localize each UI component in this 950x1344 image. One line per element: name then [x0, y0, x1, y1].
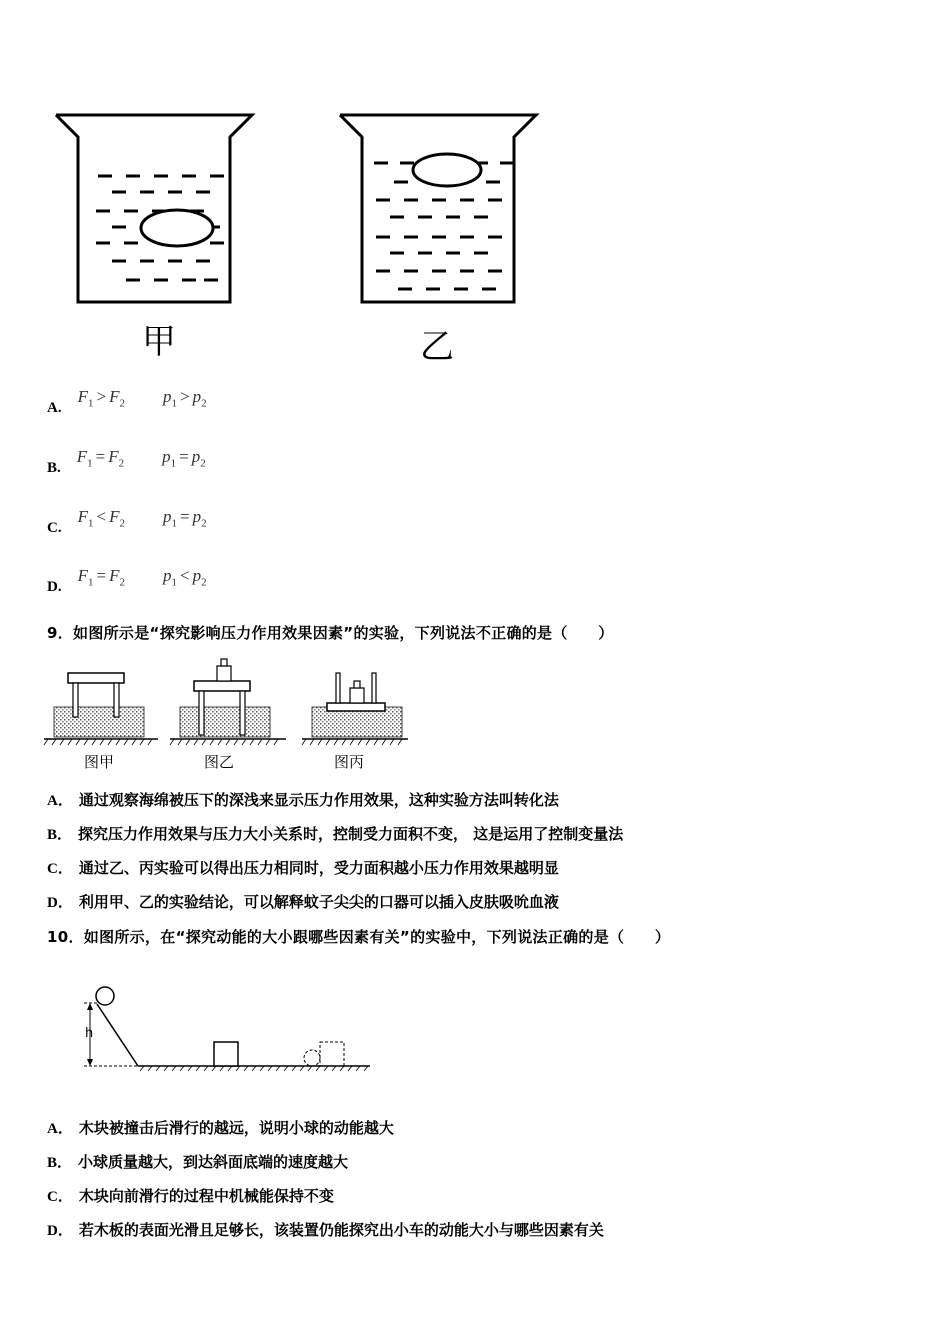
label-tu-jia: 图甲: [84, 753, 115, 771]
option-letter: A.: [47, 400, 62, 416]
option-letter: B.: [47, 460, 61, 476]
q10-option-a[interactable]: [47, 1117, 394, 1138]
option-letter: B．: [47, 827, 73, 843]
q8-option-a[interactable]: [47, 387, 207, 416]
option-text: 通过观察海绵被压下的深浅来显示压力作用效果，这种实验方法叫转化法: [78, 791, 559, 809]
option-letter: C．: [47, 861, 73, 877]
force-relation: $F_1 = F_2$: [77, 566, 125, 589]
force-relation: $F_1 > F_2$: [77, 387, 125, 410]
option-letter: D．: [47, 1223, 73, 1239]
ball: [96, 987, 114, 1005]
q9-option-b[interactable]: [47, 823, 623, 844]
ball-moved: [304, 1050, 320, 1066]
q9-option-a[interactable]: [47, 789, 559, 810]
q9-option-d[interactable]: [47, 891, 559, 912]
q10-option-c[interactable]: [47, 1185, 334, 1206]
option-letter: D.: [47, 579, 62, 595]
option-letter: B．: [47, 1155, 73, 1171]
option-text: 若木板的表面光滑且足够长，该装置仍能探究出小车的动能大小与哪些因素有关: [78, 1221, 604, 1239]
beaker-right: [340, 115, 536, 302]
kinetic-energy-figure: [70, 980, 390, 1080]
ramp: [97, 1004, 138, 1066]
q8-option-d[interactable]: [47, 566, 207, 595]
q10-option-b[interactable]: [47, 1151, 348, 1172]
pressure-relation: $p_1 > p_2$: [162, 387, 207, 410]
option-text: 木块被撞击后滑行的越远，说明小球的动能越大: [78, 1119, 394, 1137]
option-letter: C．: [47, 1189, 73, 1205]
option-text: 利用甲、乙的实验结论，可以解释蚊子尖尖的口器可以插入皮肤吸吮血液: [78, 893, 559, 911]
label-tu-yi: 图乙: [204, 753, 235, 771]
setup-jia: [44, 673, 158, 771]
q10-stem: 10．如图所示，在“探究动能的大小跟哪些因素有关”的实验中，下列说法正确的是（ ）: [47, 928, 671, 946]
force-relation: $F_1 < F_2$: [77, 507, 125, 530]
q10-option-d[interactable]: [47, 1219, 604, 1240]
beaker-figure: [40, 100, 560, 370]
label-yi: 乙: [420, 327, 454, 367]
egg-left: [141, 210, 213, 246]
q9-option-c[interactable]: [47, 857, 559, 878]
q8-option-b[interactable]: [47, 447, 206, 476]
wood-block: [214, 1042, 238, 1066]
force-relation: $F_1 = F_2$: [76, 447, 125, 470]
pressure-relation: $p_1 < p_2$: [162, 566, 207, 589]
q8-option-c[interactable]: [47, 507, 207, 536]
option-text: 探究压力作用效果与压力大小关系时，控制受力面积不变， 这是运用了控制变量法: [78, 825, 624, 843]
option-letter: A．: [47, 793, 73, 809]
option-text: 小球质量越大，到达斜面底端的速度越大: [78, 1153, 349, 1171]
beaker-left: [56, 115, 252, 302]
setup-yi: [170, 659, 286, 771]
option-text: 通过乙、丙实验可以得出压力相同时，受力面积越小压力作用效果越明显: [78, 859, 559, 877]
label-tu-bing: 图丙: [334, 753, 365, 771]
option-text: 木块向前滑行的过程中机械能保持不变: [78, 1187, 334, 1205]
setup-bing: [302, 673, 408, 771]
option-letter: D．: [47, 895, 73, 911]
pressure-experiment-figure: [40, 655, 420, 775]
option-letter: C.: [47, 520, 62, 536]
q9-stem: 9．如图所示是“探究影响压力作用效果因素”的实验，下列说法不正确的是（ ）: [47, 624, 614, 642]
wood-block-moved: [320, 1042, 344, 1066]
pressure-relation: $p_1 = p_2$: [162, 447, 206, 470]
label-jia: 甲: [142, 322, 176, 362]
pressure-relation: $p_1 = p_2$: [162, 507, 207, 530]
egg-right: [413, 154, 481, 186]
height-label: h: [85, 1026, 94, 1041]
option-letter: A．: [47, 1121, 73, 1137]
